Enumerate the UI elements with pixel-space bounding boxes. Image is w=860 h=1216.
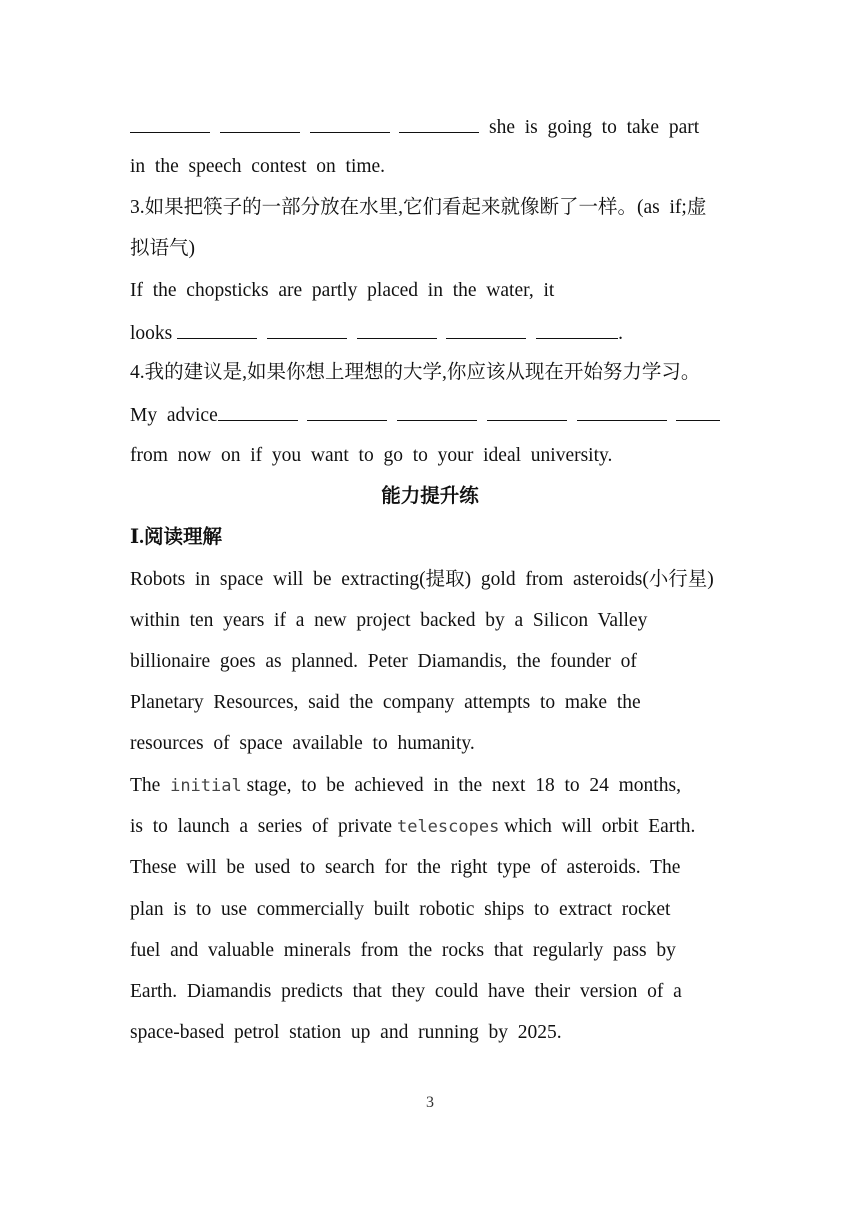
q2-answer-line-1 [130,114,699,140]
q3-answer-start: looks [130,323,173,344]
q3-answer-line-2 [130,320,623,346]
answer-blank[interactable] [130,114,210,133]
q3-answer-end: . [618,323,624,344]
highlighted-word: initial [170,776,242,796]
passage-line: resources of space available to humanity. [130,733,475,754]
answer-blank[interactable] [307,402,387,421]
q3-prompt-line-2: 拟语气) [130,238,195,259]
passage-text: is to launch a series of private [130,816,397,837]
passage-line: Planetary Resources, said the company attempts to make the [130,692,641,713]
answer-blank[interactable] [446,320,526,339]
answer-blank[interactable] [577,402,667,421]
passage-line: plan is to use commercially built robotic ships to extract rocket [130,899,671,920]
answer-blank[interactable] [399,114,479,133]
highlighted-word: telescopes [396,817,500,837]
q4-answer-line-2: from now on if you want to go to your ideal university. [130,445,613,466]
answer-blank[interactable] [487,402,567,421]
part-title: Ⅰ.阅读理解 [130,527,222,548]
answer-blank[interactable] [177,320,257,339]
answer-blank[interactable] [397,402,477,421]
passage-line: These will be used to search for the right type of asteroids. The [130,857,681,878]
passage-line: space-based petrol station up and running by 2025. [130,1022,562,1043]
passage-line: Earth. Diamandis predicts that they could have their version of a [130,981,682,1002]
answer-blank[interactable] [310,114,390,133]
answer-blank[interactable] [676,402,720,421]
passage-line: within ten years if a new project backed by a Silicon Valley [130,610,648,631]
q4-answer-line-1 [130,402,720,428]
passage-line [130,774,681,798]
passage-line [130,815,695,839]
passage-line: Robots in space will be extracting(提取) gold from asteroids(小行星) [130,569,714,590]
answer-blank[interactable] [357,320,437,339]
q3-answer-line-1: If the chopsticks are partly placed in the water, it [130,280,555,301]
section-heading: 能力提升练 [381,486,479,507]
answer-blank[interactable] [220,114,300,133]
passage-line: fuel and valuable minerals from the rocks that regularly pass by [130,940,676,961]
answer-blank[interactable] [218,402,298,421]
q4-answer-start: My advice [130,405,218,426]
q2-answer-text: she is going to take part [489,117,700,138]
passage-text: which will orbit Earth. [499,816,696,837]
answer-blank[interactable] [536,320,618,339]
q3-prompt-line-1: 3.如果把筷子的一部分放在水里,它们看起来就像断了一样。(as if;虚 [130,197,707,218]
passage-text: The [130,775,171,796]
passage-line: billionaire goes as planned. Peter Diamandis, the founder of [130,651,637,672]
passage-text: stage, to be achieved in the next 18 to 24 months, [241,775,681,796]
answer-blank[interactable] [267,320,347,339]
page-number: 3 [426,1094,434,1111]
q4-prompt: 4.我的建议是,如果你想上理想的大学,你应该从现在开始努力学习。 [130,362,701,383]
q2-answer-line-2: in the speech contest on time. [130,156,386,177]
